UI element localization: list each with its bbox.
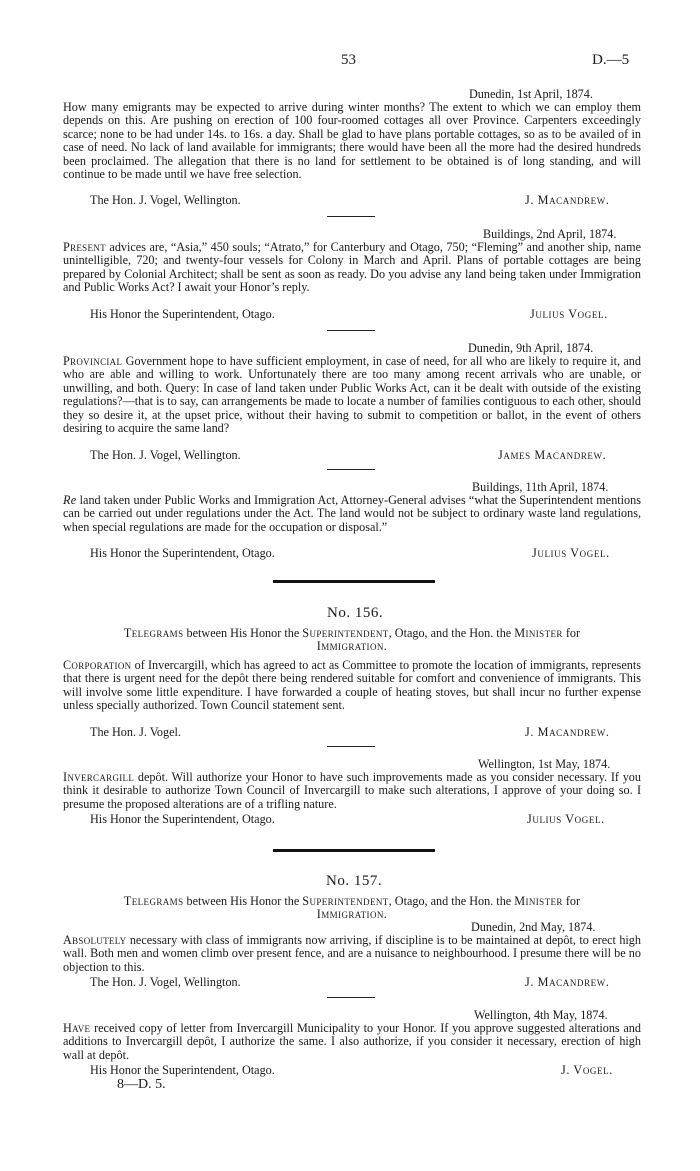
separator-rule: [327, 997, 375, 998]
section-divider: [273, 580, 435, 583]
letter-addressee: His Honor the Superintendent, Otago.: [90, 546, 275, 560]
separator-rule: [327, 469, 375, 470]
separator-rule: [327, 216, 375, 217]
document-series: D.—5: [592, 52, 630, 68]
section-intro: Telegrams between His Honor the Superintendent, Otago, and the Hon. the Minister for Immigration.: [123, 626, 581, 654]
signature-mark: 8—D. 5.: [117, 1077, 166, 1092]
letter-signature: J. Macandrew.: [525, 725, 610, 739]
letter-date: Dunedin, 9th April, 1874.: [468, 341, 594, 355]
letter-body: How many emigrants may be expected to arrive during winter months? The extent to which we can employ them depends on this. Are pushing on erection of 100 four-roomed cottages all over Province. Carpenters exceedingly scarce; none to be had under 14s. to 16s. a day. Shall be glad to have plans portable cottages, so as to be availed of in case of need. No lack of land available for immigrants; there would have been all the more had the desired hundreds been proclaimed. The allegation that there is no land for settlement to be obtained is of long standing, and will continue to be made until we have free selection.: [63, 100, 641, 182]
section-intro: Telegrams between His Honor the Superintendent, Otago, and the Hon. the Minister for Immigration.: [123, 894, 581, 922]
letter-body: Re land taken under Public Works and Immigration Act, Attorney-General advises “what the Superintendent mentions can be carried out under regulations under the Act. The land would not be subject to ordinary waste land regulations, when special regulations are made for the occupation or disposal.”: [63, 493, 641, 534]
page-number: 53: [341, 52, 356, 68]
letter-addressee: His Honor the Superintendent, Otago.: [90, 812, 275, 826]
letter-addressee: The Hon. J. Vogel, Wellington.: [90, 193, 241, 207]
letter-body: Invercargill depôt. Will authorize your Honor to have such improvements made as you consider necessary. If you think it desirable to authorize Town Council of Invercargill to make such alterations, I approve of your doing so. I presume the proposed alterations are of a trifling nature.: [63, 770, 641, 811]
letter-date: Wellington, 4th May, 1874.: [474, 1008, 608, 1022]
letter-body: Present advices are, “Asia,” 450 souls; “Atrato,” for Canterbury and Otago, 750; “Fleming” and another ship, name unintelligible, 720; and twenty-four vessels for Colony in March and April. Plans of portable cottages are being prepared by Colonial Architect; shall be sent as soon as ready. Do you advise any land being taken under Immigration and Public Works Act? I await your Honor’s reply.: [63, 240, 641, 295]
letter-signature: Julius Vogel.: [530, 307, 608, 321]
section-number: No. 156.: [327, 605, 384, 621]
letter-signature: J. Macandrew.: [525, 975, 610, 989]
letter-date: Dunedin, 1st April, 1874.: [469, 87, 593, 101]
separator-rule: [327, 330, 375, 331]
letter-addressee: The Hon. J. Vogel, Wellington.: [90, 975, 241, 989]
section-divider: [273, 849, 435, 852]
letter-signature: Julius Vogel.: [527, 812, 605, 826]
letter-addressee: The Hon. J. Vogel.: [90, 725, 181, 739]
letter-body: Provincial Government hope to have sufficient employment, in case of need, for all who are likely to require it, and who are able and willing to work. Unfortunately there are too many among recent arrivals who are unable, or unwilling, and both. Query: In case of land taken under Public Works Act, can it be dealt with outside of the existing regulations?—that is to say, can arrangements be made to locate a number of families contiguous to each other, should they so desire it, at the upset price, without their having to submit to competition or ballot, in the event of others desiring to acquire the same land?: [63, 354, 641, 436]
letter-signature: James Macandrew.: [498, 448, 607, 462]
letter-body: Corporation of Invercargill, which has agreed to act as Committee to promote the location of immigrants, represents that there is urgent need for the depôt there being rendered suitable for comfort and convenience of immigrants. This will involve some little expenditure. I have forwarded a couple of heating stoves, but shall incur no further expense unless specially authorized. Town Council statement sent.: [63, 658, 641, 713]
section-number: No. 157.: [326, 873, 383, 889]
letter-body: Absolutely necessary with class of immigrants now arriving, if discipline is to be maintained at depôt, to erect high wall. Both men and women climb over present fence, and are a nuisance to neighbourhood. I presume there will be no objection to this.: [63, 933, 641, 974]
letter-addressee: His Honor the Superintendent, Otago.: [90, 1063, 275, 1077]
letter-addressee: The Hon. J. Vogel, Wellington.: [90, 448, 241, 462]
letter-signature: J. Vogel.: [561, 1063, 613, 1077]
letter-signature: J. Macandrew.: [525, 193, 610, 207]
separator-rule: [327, 746, 375, 747]
letter-date: Dunedin, 2nd May, 1874.: [471, 920, 596, 934]
letter-date: Buildings, 2nd April, 1874.: [483, 227, 617, 241]
letter-date: Buildings, 11th April, 1874.: [472, 480, 609, 494]
letter-date: Wellington, 1st May, 1874.: [478, 757, 611, 771]
letter-signature: Julius Vogel.: [532, 546, 610, 560]
letter-addressee: His Honor the Superintendent, Otago.: [90, 307, 275, 321]
letter-body: Have received copy of letter from Invercargill Municipality to your Honor. If you approve suggested alterations and additions to Invercargill depôt, I authorize the same. I also authorize, if you consider it necessary, erection of high wall at depôt.: [63, 1021, 641, 1062]
